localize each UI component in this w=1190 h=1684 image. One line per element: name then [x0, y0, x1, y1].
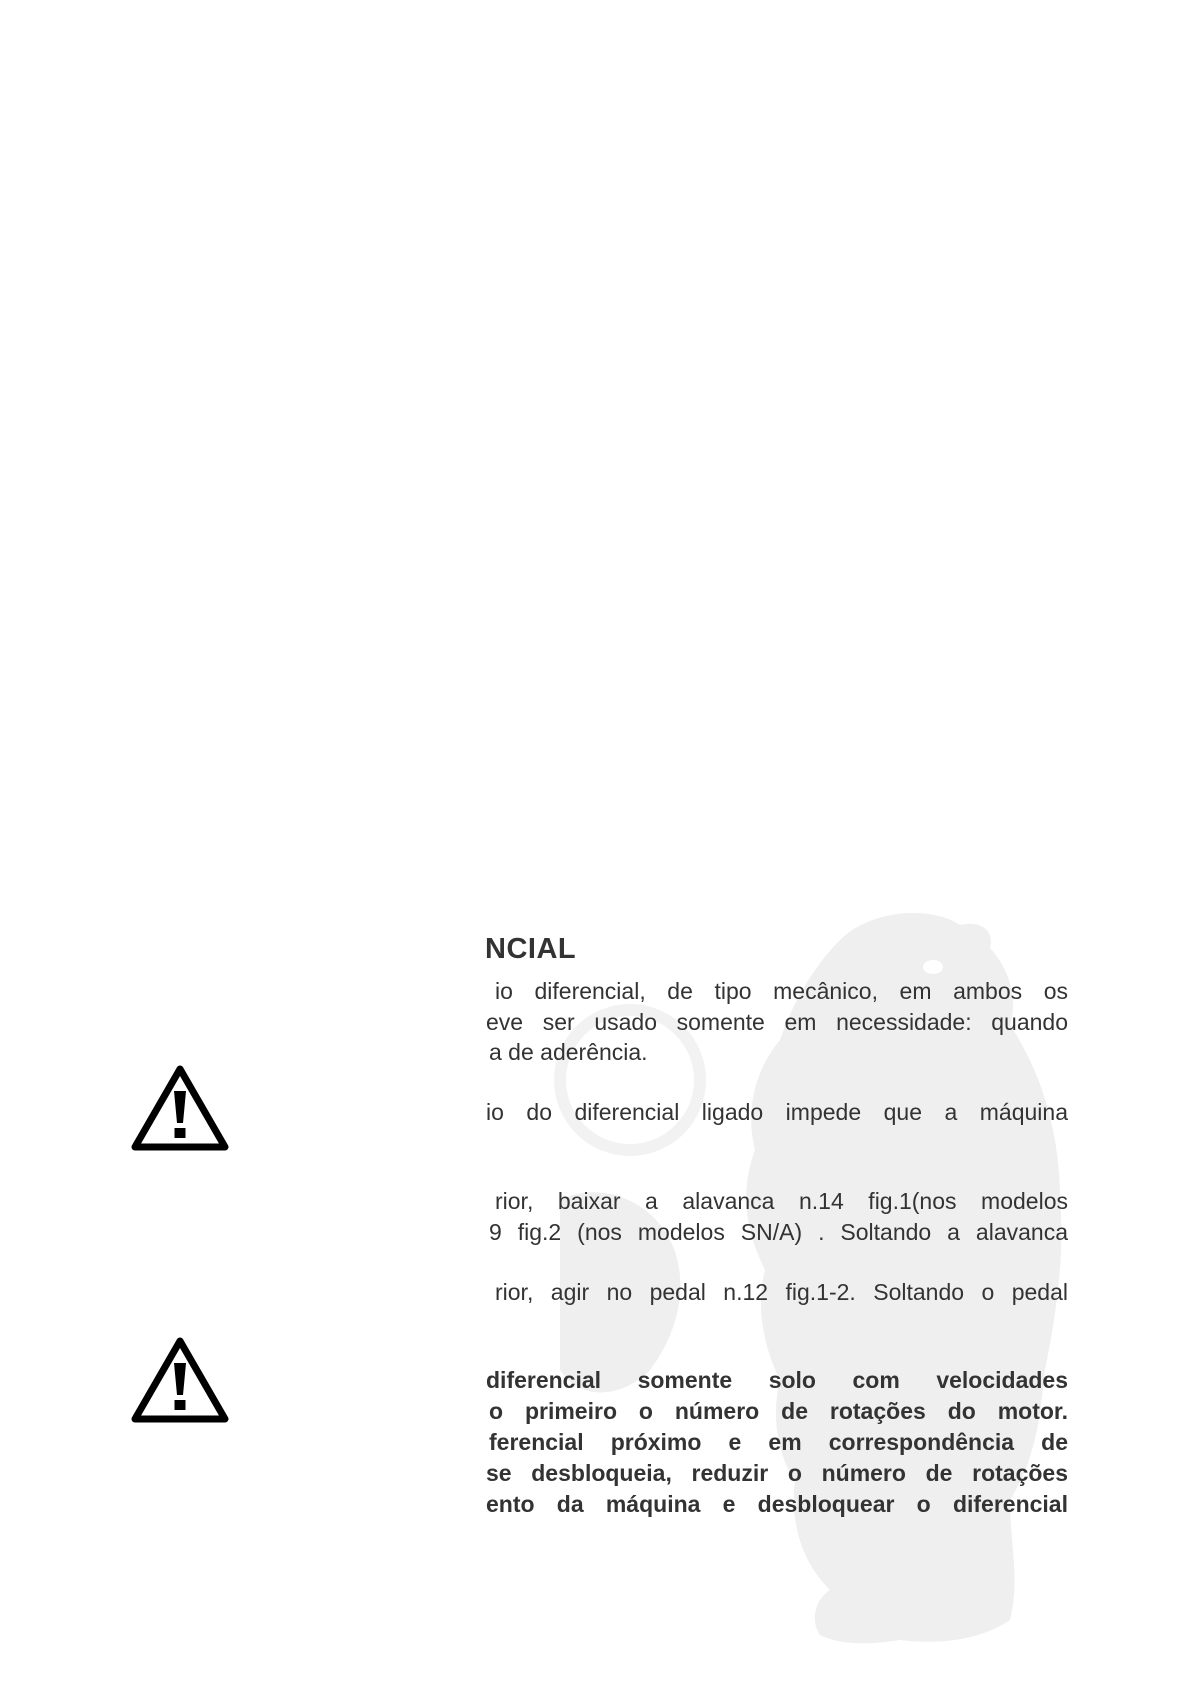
- paragraph-line: io do diferencial ligado impede que a máquina: [486, 1099, 1068, 1125]
- paragraph-5-warning: [486, 1365, 1068, 1520]
- paragraph-line: io diferencial, de tipo mecânico, em ambos os: [495, 978, 1068, 1004]
- paragraph-line: se desbloqueia, reduzir o número de rotações: [486, 1460, 1068, 1486]
- section-heading: NCIAL: [485, 933, 577, 965]
- paragraph-line: rior, agir no pedal n.12 fig.1-2. Soltando o pedal: [495, 1279, 1068, 1305]
- paragraph-line: ento da máquina e desbloquear o diferencial: [486, 1491, 1068, 1517]
- paragraph-line: diferencial somente solo com velocidades: [486, 1367, 1068, 1393]
- paragraph-line: ferencial próximo e em correspondência de: [489, 1429, 1068, 1455]
- paragraph-line: rior, baixar a alavanca n.14 fig.1(nos modelos: [495, 1188, 1068, 1214]
- paragraph-line: eve ser usado somente em necessidade: quando: [486, 1008, 1068, 1035]
- paragraph-line: a de aderência.: [489, 1039, 648, 1065]
- paragraph-2: [486, 1097, 1068, 1128]
- warning-triangle-icon: [130, 1063, 230, 1153]
- paragraph-3: [486, 1186, 1068, 1247]
- warning-triangle-icon: [130, 1335, 230, 1425]
- paragraph-line: o primeiro o número de rotações do motor.: [489, 1398, 1068, 1424]
- paragraph-4: [486, 1277, 1068, 1308]
- paragraph-line: 9 fig.2 (nos modelos SN/A) . Soltando a alavanca: [489, 1218, 1068, 1245]
- paragraph-1: [486, 976, 1068, 1068]
